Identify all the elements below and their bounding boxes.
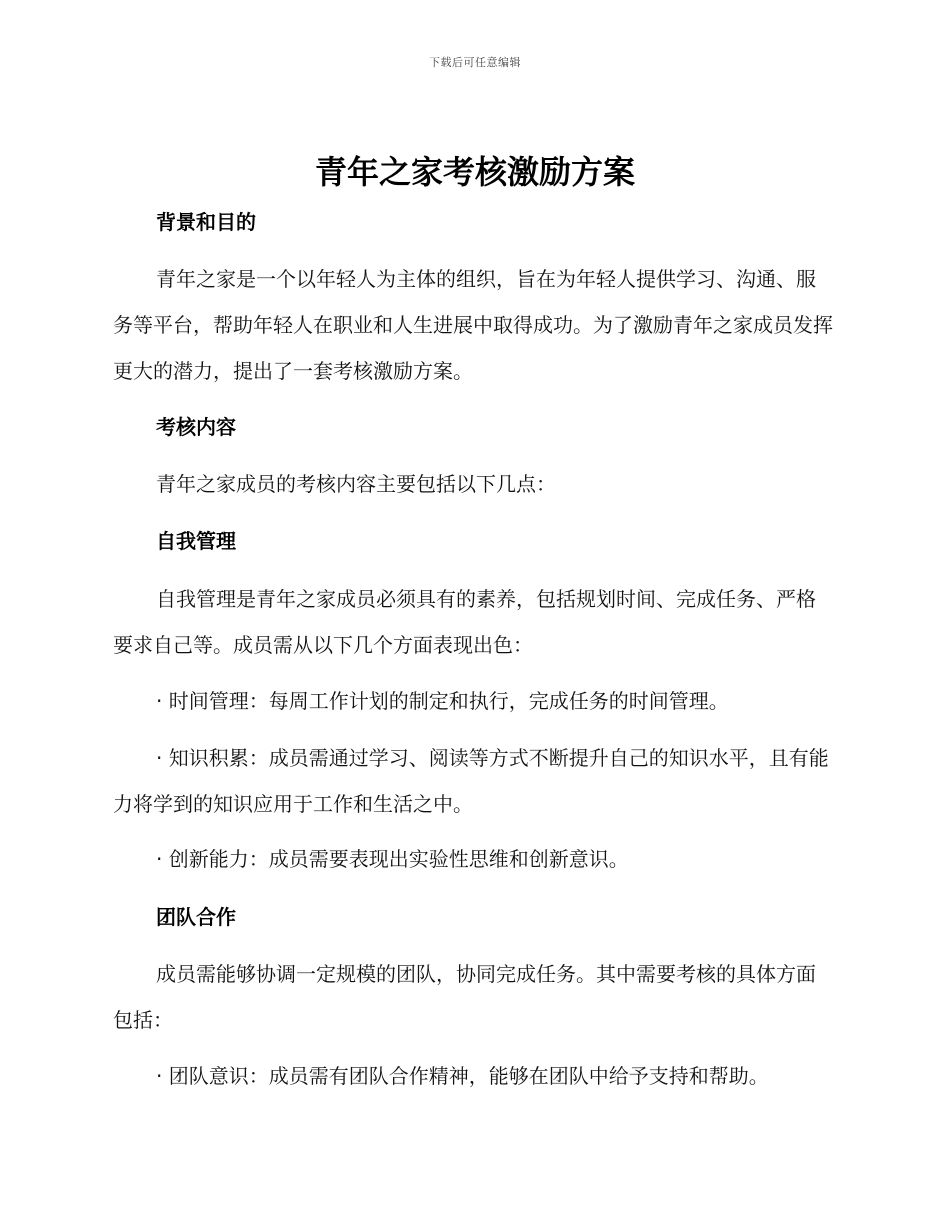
bullet-knowledge-accumulation: · 知识积累：成员需通过学习、阅读等方式不断提升自己的知识水平，且有能力将学到的知识应用于工作和生活之中。 [113,746,829,816]
paragraph-assessment: 青年之家成员的考核内容主要包括以下几点： [156,472,556,496]
section-heading-assessment: 考核内容 [156,415,236,439]
paragraph-self-management: 自我管理是青年之家成员必须具有的素养，包括规划时间、完成任务、严格要求自己等。成员需从以下几个方面表现出色： [113,587,816,657]
section-heading-self-management: 自我管理 [156,529,236,553]
paragraph-teamwork: 成员需能够协调一定规模的团队，协同完成任务。其中需要考核的具体方面包括： [113,962,816,1032]
bullet-team-awareness: · 团队意识：成员需有团队合作精神，能够在团队中给予支持和帮助。 [156,1064,769,1088]
paragraph-background: 青年之家是一个以年轻人为主体的组织，旨在为年轻人提供学习、沟通、服务等平台，帮助年轻人在职业和人生进展中取得成功。为了激励青年之家成员发挥更大的潜力，提出了一套考核激励方案。 [113,267,833,383]
bullet-time-management: · 时间管理：每周工作计划的制定和执行，完成任务的时间管理。 [156,689,729,713]
section-heading-background: 背景和目的 [156,210,256,234]
bullet-innovation-ability: · 创新能力：成员需要表现出实验性思维和创新意识。 [156,847,629,871]
section-heading-teamwork: 团队合作 [156,905,236,929]
header-note: 下载后可任意编辑 [429,56,521,69]
document-title: 青年之家考核激励方案 [314,153,635,191]
